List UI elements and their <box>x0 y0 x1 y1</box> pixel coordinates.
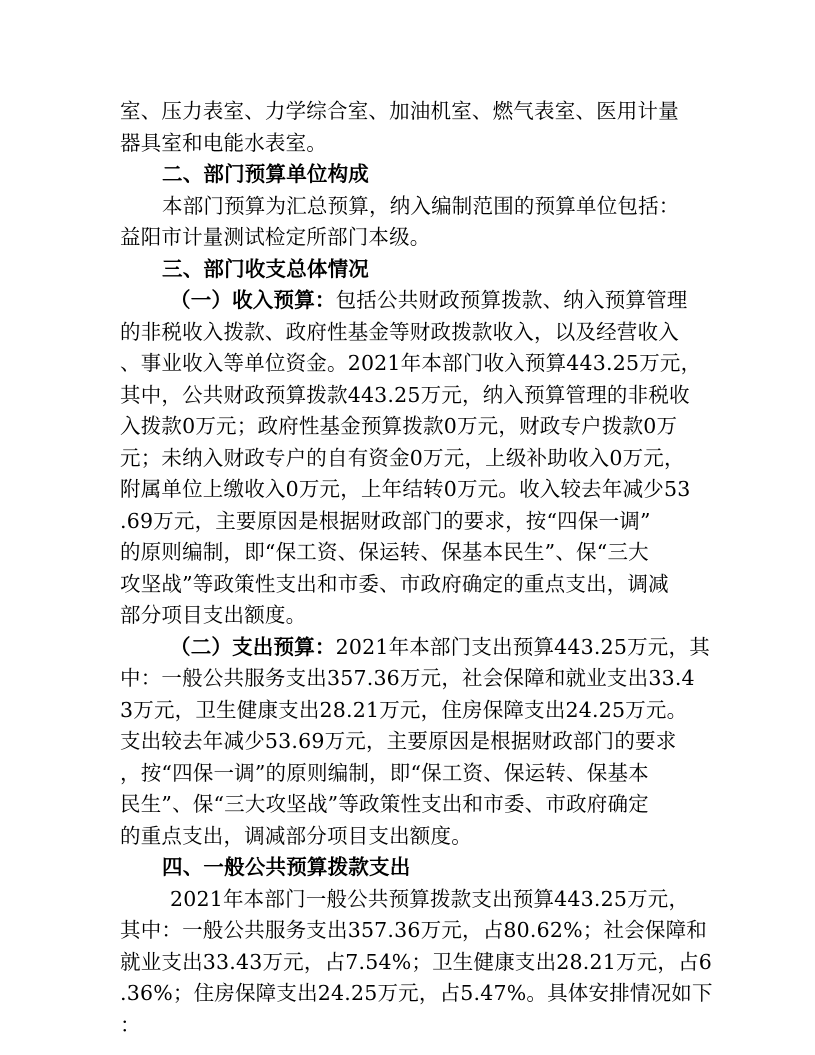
document-body <box>120 96 713 1041</box>
body-line: 元；未纳入财政专户的自有资金0万元，上级补助收入0万元， <box>120 445 685 470</box>
section-heading-general-budget: 四、一般公共预算拨款支出 <box>162 855 411 879</box>
income-budget-label: （一）收入预算： <box>170 288 336 312</box>
body-line: 2021年本部门一般公共预算拨款支出预算443.25万元， <box>170 886 690 911</box>
body-line: 室、压力表室、力学综合室、加油机室、燃气表室、医用计量 <box>120 99 679 123</box>
body-line: 民生”、保“三大攻坚战”等政策性支出和市委、市政府确定 <box>120 792 649 816</box>
body-line: 中：一般公共服务支出357.36万元，社会保障和就业支出33.4 <box>120 666 695 690</box>
body-line: 其中：一般公共服务支出357.36万元，占80.62%；社会保障和 <box>120 918 707 942</box>
body-line: .69万元，主要原因是根据财政部门的要求，按“四保一调” <box>120 508 651 533</box>
body-line: 益阳市计量测试检定所部门本级。 <box>120 225 431 249</box>
body-line: 的原则编制，即“保工资、保运转、保基本民生”、保“三大 <box>120 540 649 564</box>
body-line: 本部门预算为汇总预算，纳入编制范围的预算单位包括： <box>162 193 680 218</box>
body-line: ： <box>120 1012 141 1037</box>
body-line: 器具室和电能水表室。 <box>120 130 327 155</box>
expense-budget-first-line <box>120 632 710 664</box>
section-heading-revenue-expense: 三、部门收支总体情况 <box>162 256 369 281</box>
expense-budget-text: 2021年本部门支出预算443.25万元，其 <box>335 634 710 659</box>
income-budget-first-line <box>120 285 700 317</box>
body-line: .36%；住房保障支出24.25万元，占5.47%。具体安排情况如下 <box>120 981 713 1005</box>
body-line: 入拨款0万元；政府性基金预算拨款0万元，财政专户拨款0万 <box>120 414 678 438</box>
body-line: 的非税收入拨款、政府性基金等财政拨款收入，以及经营收入 <box>120 319 679 344</box>
body-line: 部分项目支出额度。 <box>120 603 307 627</box>
body-line: 3万元，卫生健康支出28.21万元，住房保障支出24.25万元。 <box>120 697 688 722</box>
body-line: ，按“四保一调”的原则编制，即“保工资、保运转、保基本 <box>120 760 649 785</box>
body-line: 攻坚战”等政策性支出和市委、市政府确定的重点支出，调减 <box>120 571 669 596</box>
body-line: 其中，公共财政预算拨款443.25万元，纳入预算管理的非税收 <box>120 382 690 407</box>
section-heading-budget-units: 二、部门预算单位构成 <box>162 162 369 186</box>
body-line: 、事业收入等单位资金。2021年本部门收入预算443.25万元， <box>120 351 702 375</box>
body-line: 支出较去年减少53.69万元，主要原因是根据财政部门的要求 <box>120 729 677 753</box>
expense-budget-label: （二）支出预算： <box>170 634 336 659</box>
body-line: 的重点支出，调减部分项目支出额度。 <box>120 823 472 848</box>
body-line: 就业支出33.43万元，占7.54%；卫生健康支出28.21万元，占6 <box>120 949 713 974</box>
body-line: 附属单位上缴收入0万元，上年结转0万元。收入较去年减少53 <box>120 477 691 501</box>
income-budget-text: 包括公共财政预算拨款、纳入预算管理 <box>335 288 688 312</box>
